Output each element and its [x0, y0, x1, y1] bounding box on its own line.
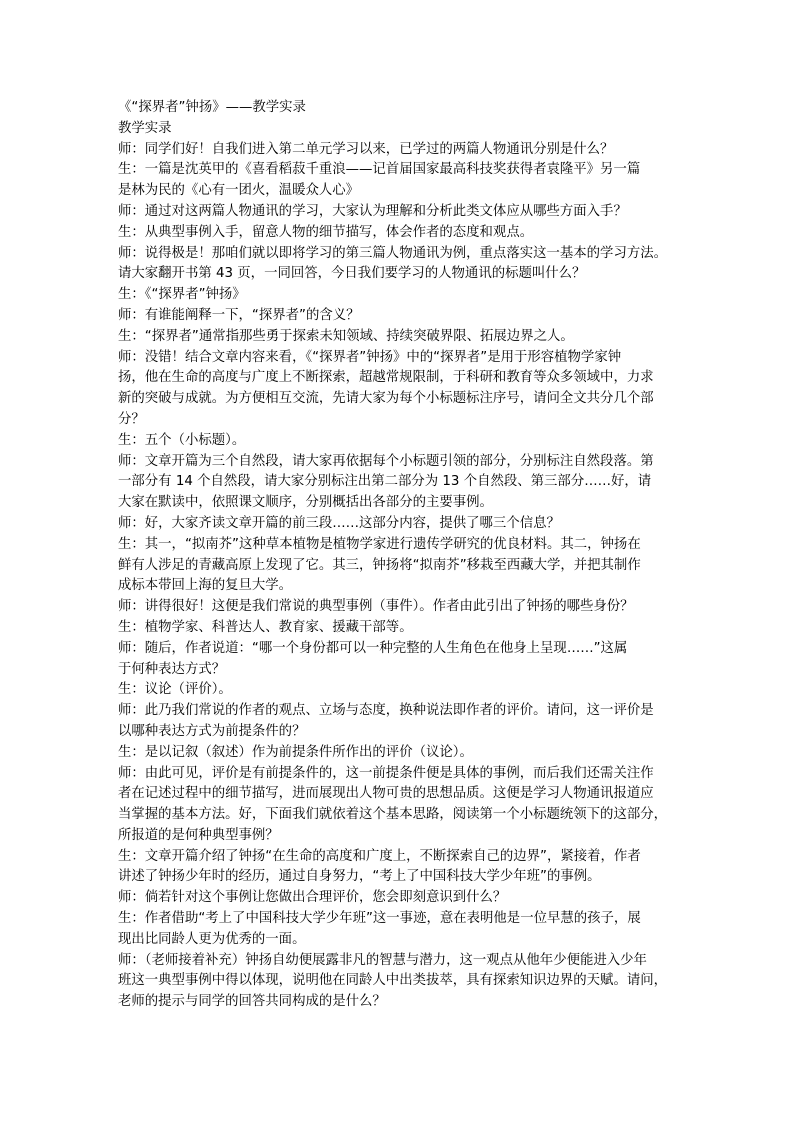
dialogue-line: 一部分有 14 个自然段，请大家分别标注出第二部分为 13 个自然段、第三部分……好，请 [118, 474, 652, 490]
dialogue-line: 师：说得极是！那咱们就以即将学习的第三篇人物通讯为例，重点落实这一基本的学习方法。 [118, 245, 668, 261]
dialogue-line: 分？ [118, 411, 145, 427]
dialogue-line: 生：其一，“拟南芥”这种草本植物是植物学家进行遗传学研究的优良材料。其二，钟扬在 [118, 536, 641, 552]
dialogue-line: 现出比同龄人更为优秀的一面。 [118, 931, 306, 947]
dialogue-line: 师：倘若针对这个事例让您做出合理评价，您会即刻意识到什么？ [118, 890, 507, 906]
dialogue-line: 生：是以记叙（叙述）作为前提条件所作出的评价（议论）。 [118, 744, 473, 760]
dialogue-line: 生：五个（小标题）。 [118, 432, 246, 448]
dialogue-line: 鲜有人涉足的青藏高原上发现了它。其三，钟扬将“拟南芥”移栽至西藏大学，并把其制作 [118, 557, 641, 573]
dialogue-line: 大家在默读中，依照课文顺序，分别概括出各部分的主要事例。 [118, 495, 493, 511]
dialogue-line: 师：通过对这两篇人物通讯的学习，大家认为理解和分析此类文体应从哪些方面入手？ [118, 203, 627, 219]
dialogue-line: 者在记述过程中的细节描写，进而展现出人物可贵的思想品质。这便是学习人物通讯报道应 [118, 786, 654, 802]
dialogue-line: 生：《“探界者”钟扬》 [118, 287, 246, 303]
dialogue-line: 是林为民的《心有一团火，温暖众人心》 [118, 183, 360, 199]
dialogue-line: 生：作者借助“考上了中国科技大学少年班”这一事迹，意在表明他是一位早慧的孩子，展 [118, 911, 641, 927]
dialogue-line: 师：由此可见，评价是有前提条件的，这一前提条件便是具体的事例，而后我们还需关注作 [118, 765, 654, 781]
dialogue-line: 生：“探界者”通常指那些勇于探索未知领域、持续突破界限、拓展边界之人。 [118, 328, 574, 344]
dialogue-line: 于何种表达方式？ [118, 661, 226, 677]
dialogue-line: 师：讲得很好！这便是我们常说的典型事例（事件）。作者由此引出了钟扬的哪些身份？ [118, 599, 634, 615]
dialogue-line: 老师的提示与同学的回答共同构成的是什么？ [118, 994, 386, 1010]
dialogue-line: 师：随后，作者说道：“哪一个身份都可以一种完整的人生角色在他身上呈现……”这属 [118, 640, 628, 656]
dialogue-line: 新的突破与成就。为方便相互交流，先请大家为每个小标题标注序号，请问全文共分几个部 [118, 391, 654, 407]
dialogue-line: 师：文章开篇为三个自然段，请大家再依据每个小标题引领的部分，分别标注自然段落。第 [118, 453, 654, 469]
dialogue-line: 师：没错！结合文章内容来看，《“探界者”钟扬》中的“探界者”是用于形容植物学家钟 [118, 349, 622, 365]
dialogue-line: 生：从典型事例入手，留意人物的细节描写，体会作者的态度和观点。 [118, 224, 534, 240]
dialogue-line: 师：好，大家齐读文章开篇的前三段……这部分内容，提供了哪三个信息？ [118, 515, 560, 531]
dialogue-line: 师：（老师接着补充）钟扬自幼便展露非凡的智慧与潜力，这一观点从他年少便能进入少年 [118, 952, 647, 968]
dialogue-line: 师：同学们好！自我们进入第二单元学习以来，已学过的两篇人物通讯分别是什么？ [118, 141, 614, 157]
dialogue-line: 所报道的是何种典型事例？ [118, 827, 279, 843]
dialogue-line: 成标本带回上海的复旦大学。 [118, 578, 293, 594]
dialogue-line: 生：植物学家、科普达人、教育家、援藏干部等。 [118, 619, 413, 635]
dialogue-line: 以哪种表达方式为前提条件的？ [118, 723, 306, 739]
document-subtitle: 教学实录 [118, 120, 172, 136]
document-title: 《“探界者”钟扬》——教学实录 [118, 100, 306, 115]
dialogue-line: 生：议论（评价）。 [118, 682, 232, 698]
dialogue-line: 生：一篇是沈英甲的《喜看稻菽千重浪——记首届国家最高科技奖获得者袁隆平》另一篇 [118, 162, 641, 178]
dialogue-line: 讲述了钟扬少年时的经历，通过自身努力，“考上了中国科技大学少年班”的事例。 [118, 869, 601, 885]
dialogue-line: 生：文章开篇介绍了钟扬“在生命的高度和广度上，不断探索自己的边界”，紧接着，作者 [118, 848, 641, 864]
dialogue-line: 请大家翻开书第 43 页，一同回答，今日我们要学习的人物通讯的标题叫什么？ [118, 266, 586, 282]
document-page [118, 98, 680, 1013]
dialogue-line: 师：此乃我们常说的作者的观点、立场与态度，换种说法即作者的评价。请问，这一评价是 [118, 703, 654, 719]
dialogue-line: 师：有谁能阐释一下，“探界者”的含义？ [118, 307, 360, 323]
dialogue-line: 班这一典型事例中得以体现，说明他在同龄人中出类拔萃，具有探索知识边界的天赋。请问， [118, 973, 668, 989]
dialogue-line: 扬，他在生命的高度与广度上不断探索，超越常规限制，于科研和教育等众多领域中，力求 [118, 370, 654, 386]
dialogue-line: 当掌握的基本方法。好，下面我们就依着这个基本思路，阅读第一个小标题统领下的这部分， [118, 807, 668, 823]
